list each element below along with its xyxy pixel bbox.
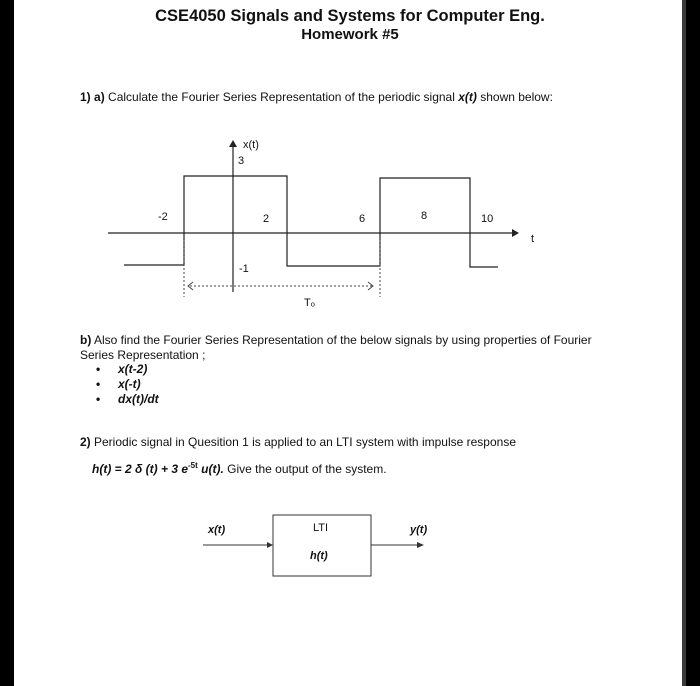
x-axis-label: t (531, 233, 535, 245)
tick-6: 6 (359, 213, 366, 225)
y-high-value: 3 (238, 155, 245, 167)
period-label: Tₒ (304, 297, 315, 309)
impulse-response-part2: u(t). (197, 462, 224, 476)
list-item: • dx(t)/dt (96, 392, 159, 407)
amplitude-axis-arrow (229, 140, 237, 147)
q1a-text-before: Calculate the Fourier Series Representation of the periodic signal (104, 90, 459, 104)
q1-number: 1) (80, 90, 91, 104)
q1b-part: b) (80, 333, 92, 347)
tick-minus-2: -2 (158, 211, 168, 223)
input-arrow-head (267, 542, 273, 548)
question-2 (80, 435, 516, 450)
block-lti-label: LTI (313, 522, 329, 534)
q1a-text-after: shown below: (476, 90, 553, 104)
list-item: • x(-t) (96, 377, 159, 392)
q1a-part: a) (94, 90, 105, 104)
q2-text: Periodic signal in Quesition 1 is applied to an LTI system with impulse response (90, 435, 516, 449)
output-arrow-head (417, 542, 424, 548)
block-output-label: y(t) (410, 524, 428, 536)
time-axis-arrow (512, 229, 519, 237)
impulse-response (92, 458, 387, 477)
impulse-response-part1: h(t) = 2 δ (t) + 3 e (92, 462, 189, 476)
question-1b (80, 333, 620, 363)
q2-number: 2) (80, 435, 91, 449)
q1a-signal: x(t) (458, 90, 477, 104)
y-axis-label: x(t) (243, 139, 259, 151)
tick-8: 8 (421, 210, 428, 222)
list-item: • x(t-2) (96, 362, 159, 377)
tick-2: 2 (263, 213, 270, 225)
page-subtitle: Homework #5 (301, 26, 399, 43)
page-title: CSE4050 Signals and Systems for Computer Eng. (155, 7, 545, 25)
impulse-response-tail: Give the output of the system. (223, 462, 387, 476)
impulse-response-exponent: -5t (188, 461, 198, 470)
q1b-text: Also find the Fourier Series Representation of the below signals by using properties of Fourier Series Representation ; (80, 333, 592, 362)
y-low-value: -1 (239, 263, 249, 275)
signal-list (96, 362, 159, 407)
block-impulse-label: h(t) (310, 550, 328, 562)
waveform (124, 176, 498, 267)
tick-10: 10 (481, 213, 494, 225)
block-input-label: x(t) (208, 524, 226, 536)
